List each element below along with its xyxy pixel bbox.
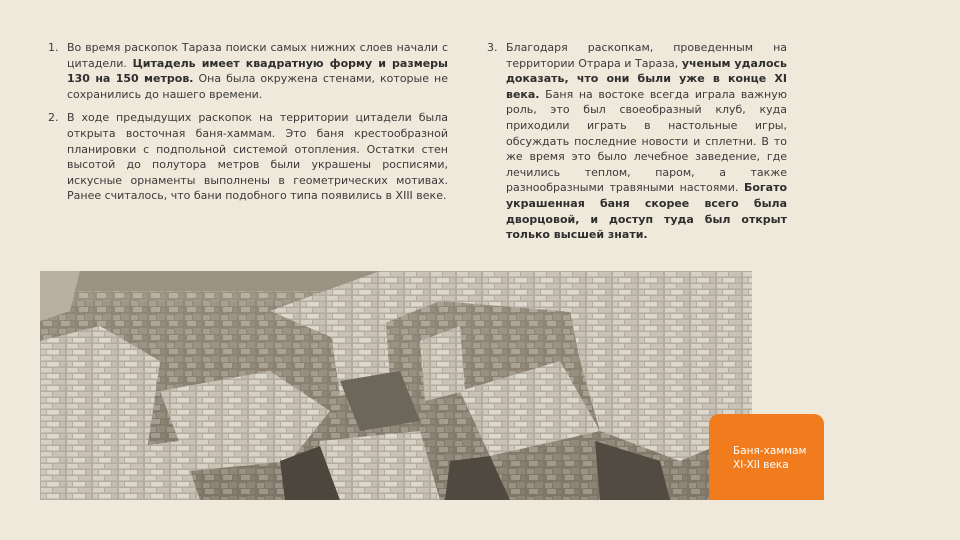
- right-text-column: [487, 40, 787, 251]
- paragraph-bold-text: Богато украшенная баня скорее всего была дворцовой, и доступ туда был открыт только высшей знати.: [506, 181, 787, 242]
- paragraph-text: В ходе предыдущих раскопок на территории цитадели была открыта восточная баня-хаммам. Это баня крестообразной планировки с подпольной системой отопления. Остатки стен высотой до полутора метров были украшены росписями, искусные орнаменты выполнены в геометрических мотивах. Ранее считалось, что бани подобного типа появились в XIII веке.: [67, 111, 448, 203]
- caption-box: [709, 414, 824, 500]
- excavation-photo: [40, 271, 752, 500]
- excavation-photo-illustration: [40, 271, 752, 500]
- list-item: [48, 40, 448, 102]
- caption-title: Баня-хаммам: [733, 445, 807, 457]
- list-number: 2.: [48, 111, 59, 125]
- paragraph-text: Благодаря раскопкам, проведенным на территории Отрара и Тараза,: [506, 41, 787, 70]
- paragraph-text: Баня на востоке всегда играла важную роль, это был своеобразный клуб, куда приходили играть в настольные игры, обсуждать последние новости и сплетни. В то же время это было лечебное заведение, где лечились теплом, паром, а также разнообразными травяными настоями.: [506, 87, 787, 195]
- left-text-column: [48, 40, 448, 212]
- paragraph-text: Она была окружена стенами, которые не сохранились до нашего времени.: [67, 72, 448, 101]
- list-item: [48, 110, 448, 204]
- list-item: [487, 40, 787, 243]
- list-number: 3.: [487, 41, 498, 54]
- paragraph-bold-text: ученым удалось доказать, что они были уже в конце XI века.: [506, 56, 787, 101]
- paragraph-text: Во время раскопок Тараза поиски самых нижних слоев начали с цитадели.: [67, 41, 448, 70]
- paragraph-bold-text: Цитадель имеет квадратную форму и размеры 130 на 150 метров.: [67, 56, 448, 86]
- caption-date: XI-XII века: [733, 459, 789, 471]
- list-number: 1.: [48, 41, 59, 54]
